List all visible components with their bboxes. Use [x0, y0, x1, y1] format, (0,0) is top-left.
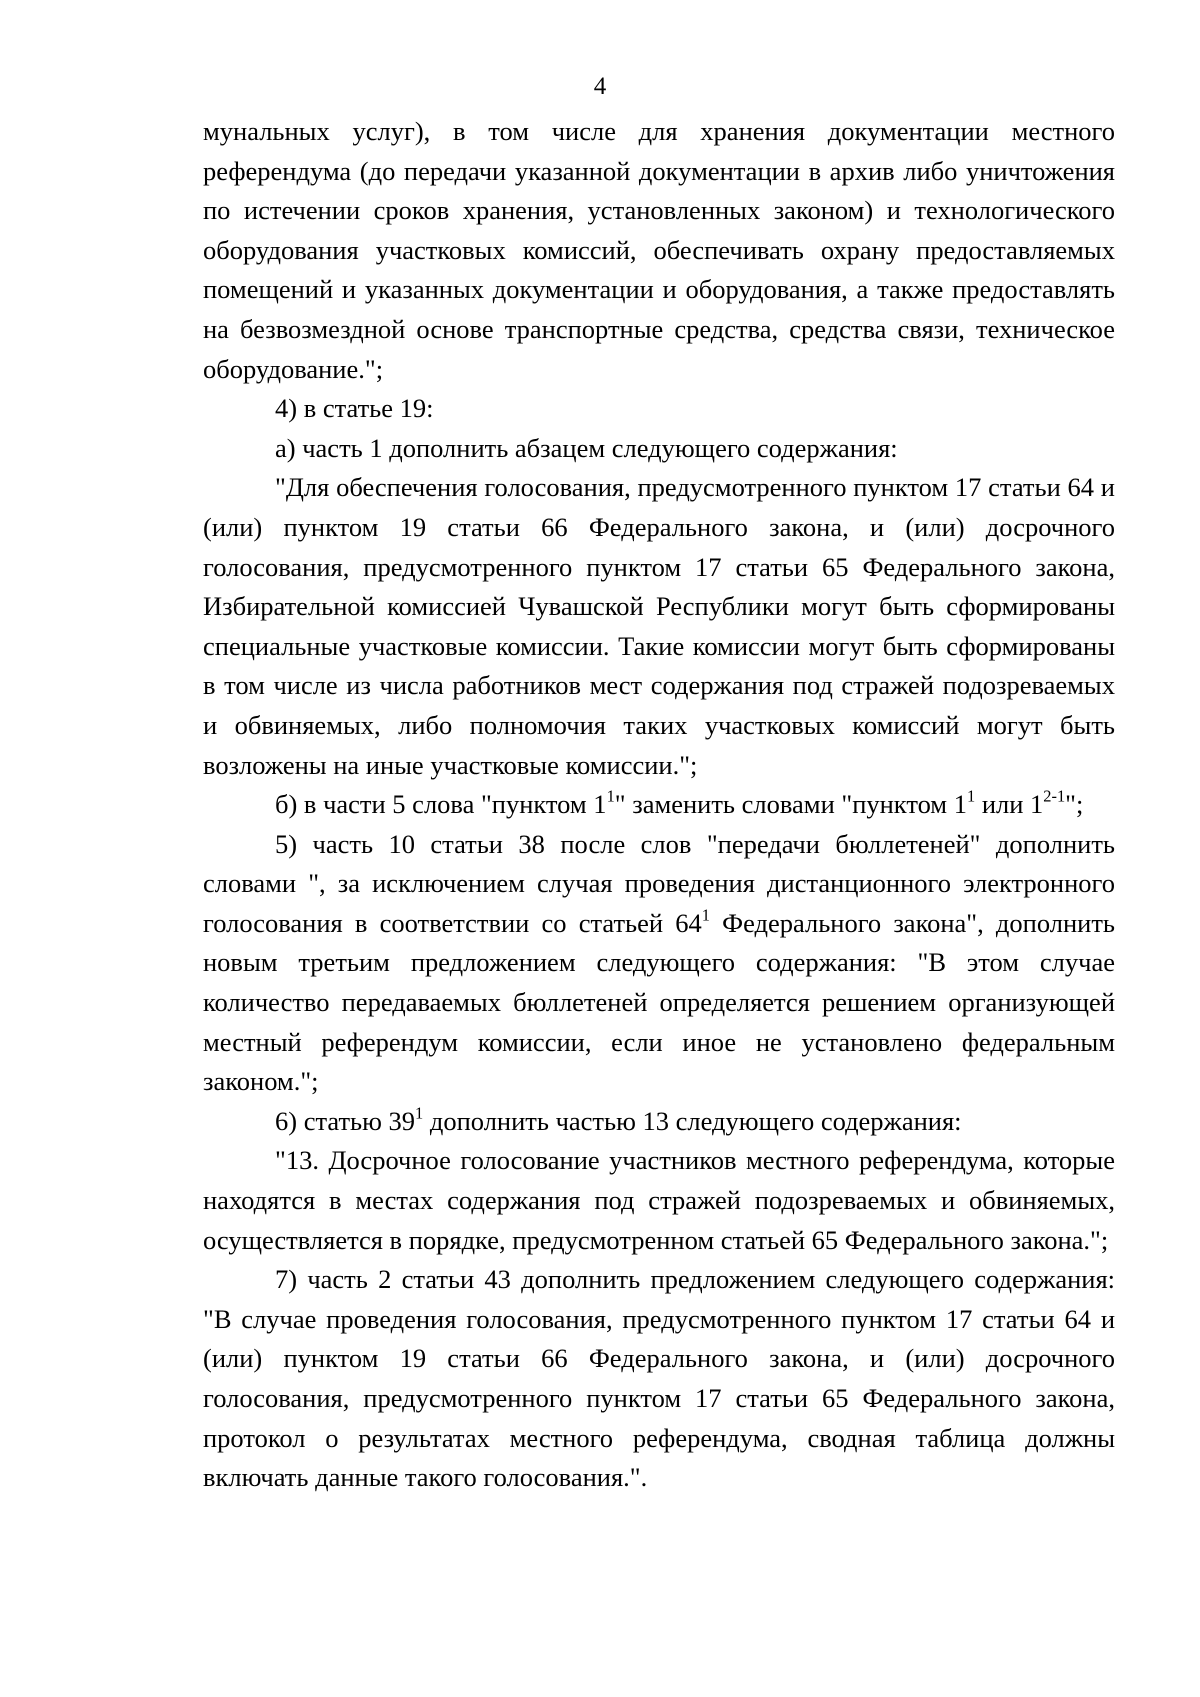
paragraph-item-4b: [203, 785, 1115, 825]
superscript: 2-1: [1043, 786, 1066, 806]
text-run: б) в части 5 слова "пунктом 1: [275, 789, 607, 820]
paragraph-quote-special-commissions: "Для обеспечения голосования, предусмотренного пунктом 17 статьи 64 и (или) пунктом 19 статьи 66 Федерального закона, и (или) досрочного голосования, предусмотренного пунктом 17 статьи 65 Федерального закона, Избирательной комиссией Чувашской Республики могут быть сформированы специальные участковые комиссии. Такие комиссии могут быть сформированы в том числе из числа работников мест содержания под стражей подозреваемых и обвиняемых, либо полномочия таких участковых комиссий могут быть возложены на иные участковые комиссии.";: [203, 472, 1115, 780]
paragraph-item-4a: а) часть 1 дополнить абзацем следующего содержания:: [275, 432, 898, 463]
text-run: ";: [1065, 789, 1084, 820]
document-body: [203, 112, 1115, 1498]
paragraph-item-6: [203, 1102, 1115, 1142]
text-run: дополнить частью 13 следующего содержания:: [423, 1105, 962, 1136]
paragraph-item-5: [203, 825, 1115, 1102]
text-run: 6) статью 39: [275, 1105, 416, 1136]
text-run: " заменить словами "пунктом 1: [614, 789, 967, 820]
text-run: или 1: [975, 789, 1044, 820]
text-run: Федерального закона", дополнить новым третьим предложением следующего содержания: "В этом случае количество передаваемых бюллетеней определяется решением организующей местный референдум комиссии, если иное не установлено федеральным законом.";: [203, 907, 1115, 1097]
paragraph-continuation: мунальных услуг), в том числе для хранения документации местного референдума (до передачи указанной документации в архив либо уничтожения по истечении сроков хранения, установленных законом) и технологического оборудования участковых комиссий, обеспечивать охрану предоставляемых помещений и указанных документации и оборудования, а также предоставлять на безвозмездной основе транспортные средства, средства связи, техническое оборудование.";: [203, 116, 1115, 384]
paragraph-item-7: 7) часть 2 статьи 43 дополнить предложением следующего содержания: "В случае проведения голосования, предусмотренного пунктом 17 статьи 64 и (или) пунктом 19 статьи 66 Федерального закона, и (или) досрочного голосования, предусмотренного пунктом 17 статьи 65 Федерального закона, протокол о результатах местного референдума, сводная таблица должны включать данные такого голосования.".: [203, 1264, 1115, 1493]
paragraph-item-4: 4) в статье 19:: [275, 393, 434, 424]
superscript: 1: [415, 1103, 424, 1123]
paragraph-quote-part-13: "13. Досрочное голосование участников местного референдума, которые находятся в местах содержания под стражей подозреваемых и обвиняемых, осуществляется в порядке, предусмотренном статьей 65 Федерального закона.";: [203, 1145, 1115, 1255]
superscript: 1: [701, 905, 710, 925]
text-run: 5) часть 10 статьи 38 после слов "передачи бюллетеней" дополнить словами ", за исключением случая проведения дистанционного электронного голосования в соответствии со статьей 64: [203, 828, 1115, 938]
superscript: 1: [606, 786, 615, 806]
page-number: 4: [593, 73, 607, 100]
superscript: 1: [966, 786, 976, 806]
